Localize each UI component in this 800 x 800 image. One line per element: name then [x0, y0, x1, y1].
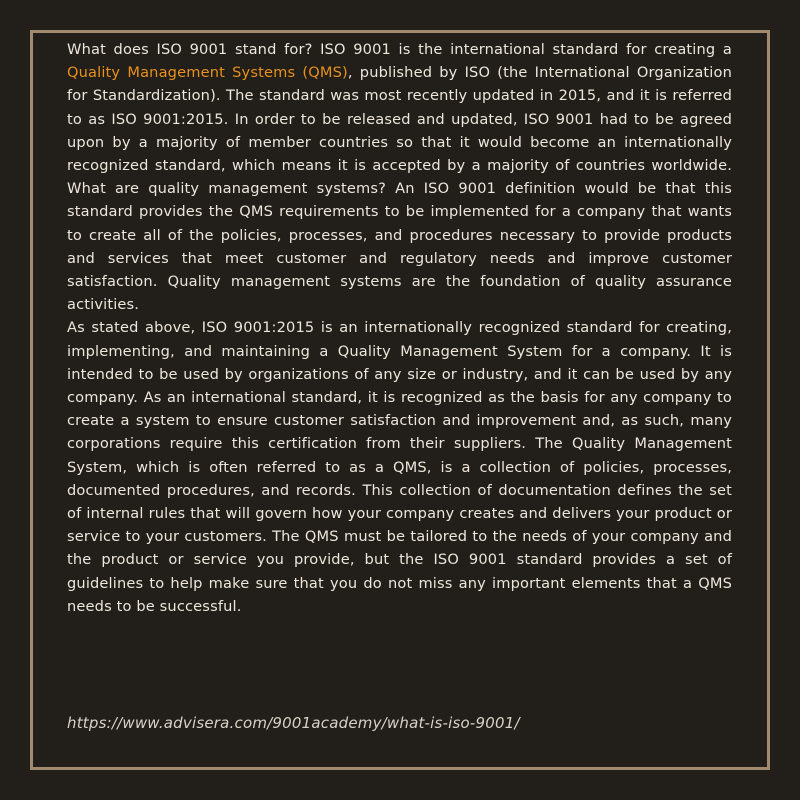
paragraph-1 [67, 38, 732, 316]
source-url: https://www.advisera.com/9001academy/what-is-iso-9001/ [67, 714, 520, 732]
paragraph-1-rest: , published by ISO (the International Organization for Standardization). The standard was most recently updated in 2015, and it is referred to as ISO 9001:2015. In order to be released and updated, ISO 9001 had to be agreed upon by a majority of member countries so that it would become an internationally recognized standard, which means it is accepted by a majority of countries worldwide. What are quality management systems? An ISO 9001 definition would be that this standard provides the QMS requirements to be implemented for a company that wants to create all of the policies, processes, and procedures necessary to provide products and services that meet customer and regulatory needs and improve customer satisfaction. Quality management systems are the foundation of quality assurance activities. [67, 64, 732, 314]
article-body [67, 38, 732, 618]
paragraph-1-intro: What does ISO 9001 stand for? ISO 9001 is the international standard for creating a [67, 41, 732, 58]
qms-link[interactable]: Quality Management Systems (QMS) [67, 64, 348, 82]
paragraph-2: As stated above, ISO 9001:2015 is an internationally recognized standard for creating, implementing, and maintaining a Quality Management System for a company. It is intended to be used by organizations of any size or industry, and it can be used by any company. As an international standard, it is recognized as the basis for any company to create a system to ensure customer satisfaction and improvement and, as such, many corporations require this certification from their suppliers. The Quality Management System, which is often referred to as a QMS, is a collection of policies, processes, documented procedures, and records. This collection of documentation defines the set of internal rules that will govern how your company creates and delivers your product or service to your customers. The QMS must be tailored to the needs of your company and the product or service you provide, but the ISO 9001 standard provides a set of guidelines to help make sure that you do not miss any important elements that a QMS needs to be successful. [67, 319, 732, 615]
